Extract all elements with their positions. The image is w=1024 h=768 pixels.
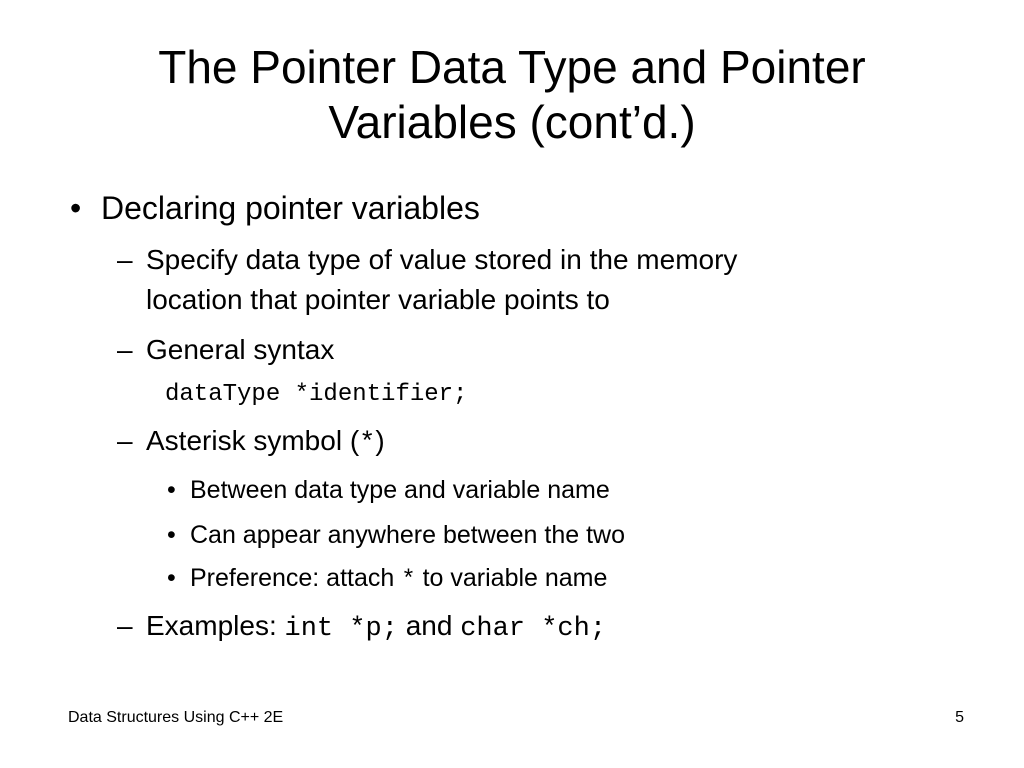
- syntax-code: dataType *identifier;: [165, 381, 468, 408]
- bullet-text: Between data type and variable name: [190, 476, 610, 504]
- subbullet-between: [0, 475, 1024, 505]
- bullet-text: [190, 563, 607, 596]
- asterisk-code: *: [359, 429, 376, 459]
- text-mid: and: [397, 610, 461, 641]
- bullet-text-line-1: Specify data type of value stored in the memory: [146, 244, 738, 275]
- bullet-marker: •: [167, 564, 176, 592]
- example-code-1: int *p;: [284, 614, 398, 644]
- text-after: to variable name: [415, 564, 608, 592]
- dash-marker: –: [117, 244, 133, 275]
- dash-marker: –: [117, 610, 133, 641]
- bullet-text: General syntax: [146, 334, 335, 365]
- bullet-marker: •: [70, 190, 82, 226]
- bullet-text: Can appear anywhere between the two: [190, 521, 626, 549]
- text-before: Asterisk symbol (: [146, 425, 360, 456]
- dash-marker: –: [117, 425, 133, 456]
- bullet-marker: •: [167, 476, 176, 504]
- bullet-text: [146, 606, 606, 649]
- footer-page-number: 5: [955, 709, 964, 726]
- asterisk-code: *: [401, 567, 416, 594]
- bullet-declaring-pointer-variables: [0, 188, 1024, 228]
- text-before: Examples:: [146, 610, 285, 641]
- bullet-general-syntax: [0, 330, 1024, 370]
- bullet-text: Declaring pointer variables: [101, 190, 480, 226]
- subbullet-can-appear: [0, 520, 1024, 550]
- bullet-marker: •: [167, 521, 176, 549]
- footer-book-title: Data Structures Using C++ 2E: [68, 709, 284, 726]
- text-before: Preference: attach: [190, 564, 402, 592]
- example-code-2: char *ch;: [460, 614, 607, 644]
- subbullet-preference: [0, 563, 1024, 593]
- title-line-2: Variables (cont’d.): [328, 96, 696, 148]
- bullet-examples: [0, 606, 1024, 646]
- bullet-text: [146, 421, 385, 464]
- dash-marker: –: [117, 334, 133, 365]
- text-after: ): [375, 425, 385, 456]
- bullet-text-line-2: location that pointer variable points to: [146, 284, 610, 315]
- bullet-specify-data-type: [0, 240, 1024, 320]
- title-line-1: The Pointer Data Type and Pointer: [158, 41, 866, 93]
- bullet-asterisk-symbol: [0, 421, 1024, 461]
